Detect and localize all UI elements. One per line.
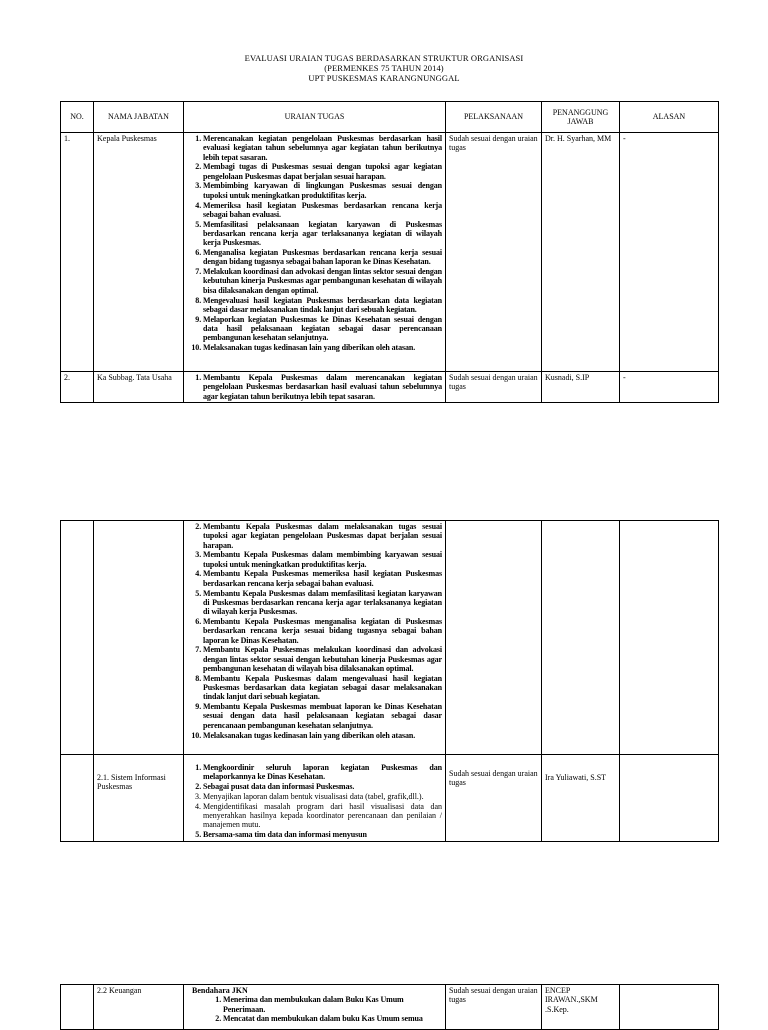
task-list <box>187 373 442 401</box>
document-header <box>0 53 768 83</box>
person-in-charge: Dr. H. Syarhan, MM <box>542 133 620 372</box>
row-number: 1. <box>61 133 94 372</box>
table-row <box>61 133 719 372</box>
person-in-charge: ENCEP IRAWAN.,SKM .S.Kep. <box>542 985 620 1030</box>
list-item: 2. Sebagai pusat data dan informasi Puskesmas. <box>203 782 442 791</box>
list-item: 4. Memeriksa hasil kegiatan Puskesmas berdasarkan rencana kerja sebagai bahan evaluasi. <box>203 201 442 220</box>
evaluation-table-page1 <box>60 101 719 403</box>
list-item: 1. Membantu Kepala Puskesmas dalam merencanakan kegiatan pengelolaan Puskesmas berdasarkan hasil evaluasi tahun sebelumnya agar kegiatan tahun berikutnya lebih tepat sasaran. <box>203 373 442 401</box>
list-item: 10. Melaksanakan tugas kedinasan lain yang diberikan oleh atasan. <box>203 731 442 740</box>
table-row <box>61 372 719 403</box>
list-item: 7. Membantu Kepala Puskesmas melakukan koordinasi dan advokasi dengan lintas sektor sesuai dengan kebutuhan kinerja Puskesmas agar pembangunan kesehatan di wilayah bisa dilaksanakan optimal. <box>203 645 442 673</box>
reason: - <box>620 133 719 372</box>
col-header-no: NO. <box>61 102 94 133</box>
list-item: 1. Mengkoordinir seluruh laporan kegiatan Puskesmas dan melaporkannya ke Dinas Kesehatan. <box>203 763 442 782</box>
implementation-status: Sudah sesuai dengan uraian tugas <box>446 985 542 1030</box>
row-number: 2. <box>61 372 94 403</box>
list-item: 1. Menerima dan membukukan dalam Buku Kas Umum Penerimaan. <box>223 995 442 1014</box>
job-title: 2.2 Keuangan <box>94 985 184 1030</box>
list-item: 5. Membantu Kepala Puskesmas dalam memfasilitasi kegiatan karyawan di Puskesmas berdasarkan rencana kerja agar terlaksananya kegiatan di wilayah kerja Puskesmas. <box>203 589 442 617</box>
document-title: EVALUASI URAIAN TUGAS BERDASARKAN STRUKTUR ORGANISASI <box>244 53 524 63</box>
list-item: 1. Merencanakan kegiatan pengelolaan Puskesmas berdasarkan hasil evaluasi kegiatan tahun sebelumnya agar kegiatan tahun berikutnya lebih tepat sasaran. <box>203 134 442 162</box>
task-section-heading: Bendahara JKN <box>192 986 248 995</box>
evaluation-table-page3 <box>60 984 719 1030</box>
task-list-cell <box>184 521 446 755</box>
implementation-status: Sudah sesuai dengan uraian tugas <box>446 755 542 842</box>
list-item: 4. Membantu Kepala Puskesmas memeriksa hasil kegiatan Puskesmas berdasarkan rencana kerja sebagai bahan evaluasi. <box>203 569 442 588</box>
list-item: 8. Mengevaluasi hasil kegiatan Puskesmas berdasarkan data kegiatan sebagai dasar melaksanakan tindak lanjut dari sebuah kegiatan. <box>203 296 442 315</box>
task-list <box>187 995 442 1023</box>
implementation-status: Sudah sesuai dengan uraian tugas <box>446 133 542 372</box>
implementation-status: Sudah sesuai dengan uraian tugas <box>446 372 542 403</box>
task-list-cell <box>184 755 446 842</box>
evaluation-table-page2 <box>60 520 719 842</box>
person-in-charge: Ira Yuliawati, S.ST <box>542 755 620 842</box>
list-item: 4. Mengidentifikasi masalah program dari hasil visualisasi data dan menyerahkan hasilnya kepada koordinator perencanaan dan penilaian / manajemen mutu. <box>203 802 442 830</box>
task-list <box>187 522 442 740</box>
col-header-nama-jabatan: NAMA JABATAN <box>94 102 184 133</box>
document-subtitle-unit: UPT PUSKESMAS KARANGNUNGGAL <box>308 73 460 83</box>
reason: - <box>620 372 719 403</box>
list-item: 3. Menyajikan laporan dalam bentuk visualisasi data (tabel, grafik,dll.). <box>203 792 442 801</box>
task-list-cell <box>184 985 446 1030</box>
document-subtitle-regulation: (PERMENKES 75 TAHUN 2014) <box>324 63 444 73</box>
table-row <box>61 521 719 755</box>
list-item: 6. Membantu Kepala Puskesmas menganalisa kegiatan di Puskesmas berdasarkan rencana kerja sesuai bidang tugasnya sebagai bahan laporan ke Dinas Kesehatan. <box>203 617 442 645</box>
task-list-cell <box>184 133 446 372</box>
person-in-charge: Kusnadi, S.IP <box>542 372 620 403</box>
list-item: 2. Membagi tugas di Puskesmas sesuai dengan tupoksi agar kegiatan pengelolaan Puskesmas dapat berjalan sesuai harapan. <box>203 162 442 181</box>
list-item: 2. Mencatat dan membukukan dalam buku Kas Umum semua <box>223 1014 442 1023</box>
list-item: 6. Menganalisa kegiatan Puskesmas berdasarkan rencana kerja sesuai dengan bidang tugasnya sebagai bahan laporan ke Dinas Kesehatan. <box>203 248 442 267</box>
job-title: Ka Subbag. Tata Usaha <box>94 372 184 403</box>
list-item: 3. Membimbing karyawan di lingkungan Puskesmas sesuai dengan tupoksi untuk meningkatkan produktifitas kerja. <box>203 181 442 200</box>
list-item: 5. Bersama-sama tim data dan informasi menyusun <box>203 830 442 839</box>
table-header-row <box>61 102 719 133</box>
list-item: 7. Melakukan koordinasi dan advokasi dengan lintas sektor sesuai dengan kebutuhan kinerja Puskesmas agar pembangunan kesehatan di wilayah bisa dilaksanakan dengan optimal. <box>203 267 442 295</box>
task-list <box>187 763 442 839</box>
col-header-alasan: ALASAN <box>620 102 719 133</box>
table-row <box>61 755 719 842</box>
col-header-penanggung-jawab: PENANGGUNG JAWAB <box>542 102 620 133</box>
list-item: 5. Memfasilitasi pelaksanaan kegiatan karyawan di Puskesmas berdasarkan rencana kerja agar terlaksananya kegiatan di wilayah kerja Puskesmas. <box>203 220 442 248</box>
col-header-pelaksanaan: PELAKSANAAN <box>446 102 542 133</box>
task-list <box>187 134 442 352</box>
list-item: 9. Melaporkan kegiatan Puskesmas ke Dinas Kesehatan sesuai dengan data hasil pelaksanaan kegiatan sebagai dasar perencanaan pembangunan kesehatan selanjutnya. <box>203 315 442 343</box>
list-item: 3. Membantu Kepala Puskesmas dalam membimbing karyawan sesuai tupoksi untuk meningkatkan produktifitas kerja. <box>203 550 442 569</box>
list-item: 2. Membantu Kepala Puskesmas dalam melaksanakan tugas sesuai tupoksi agar kegiatan pengelolaan Puskesmas dapat berjalan sesuai harapan. <box>203 522 442 550</box>
list-item: 8. Membantu Kepala Puskesmas dalam mengevaluasi hasil kegiatan Puskesmas berdasarkan data kegiatan sebagai dasar melaksanakan tindak lanjut dari sebuah kegiatan. <box>203 674 442 702</box>
table-row <box>61 985 719 1030</box>
job-title: Kepala Puskesmas <box>94 133 184 372</box>
list-item: 10. Melaksanakan tugas kedinasan lain yang diberikan oleh atasan. <box>203 343 442 352</box>
col-header-uraian-tugas: URAIAN TUGAS <box>184 102 446 133</box>
task-list-cell <box>184 372 446 403</box>
job-title: 2.1. Sistem Informasi Puskesmas <box>94 755 184 842</box>
list-item: 9. Membantu Kepala Puskesmas membuat laporan ke Dinas Kesehatan sesuai dengan data hasil pelaksanaan kegiatan sebagai dasar perencanaan pembangunan kesehatan selanjutnya. <box>203 702 442 730</box>
